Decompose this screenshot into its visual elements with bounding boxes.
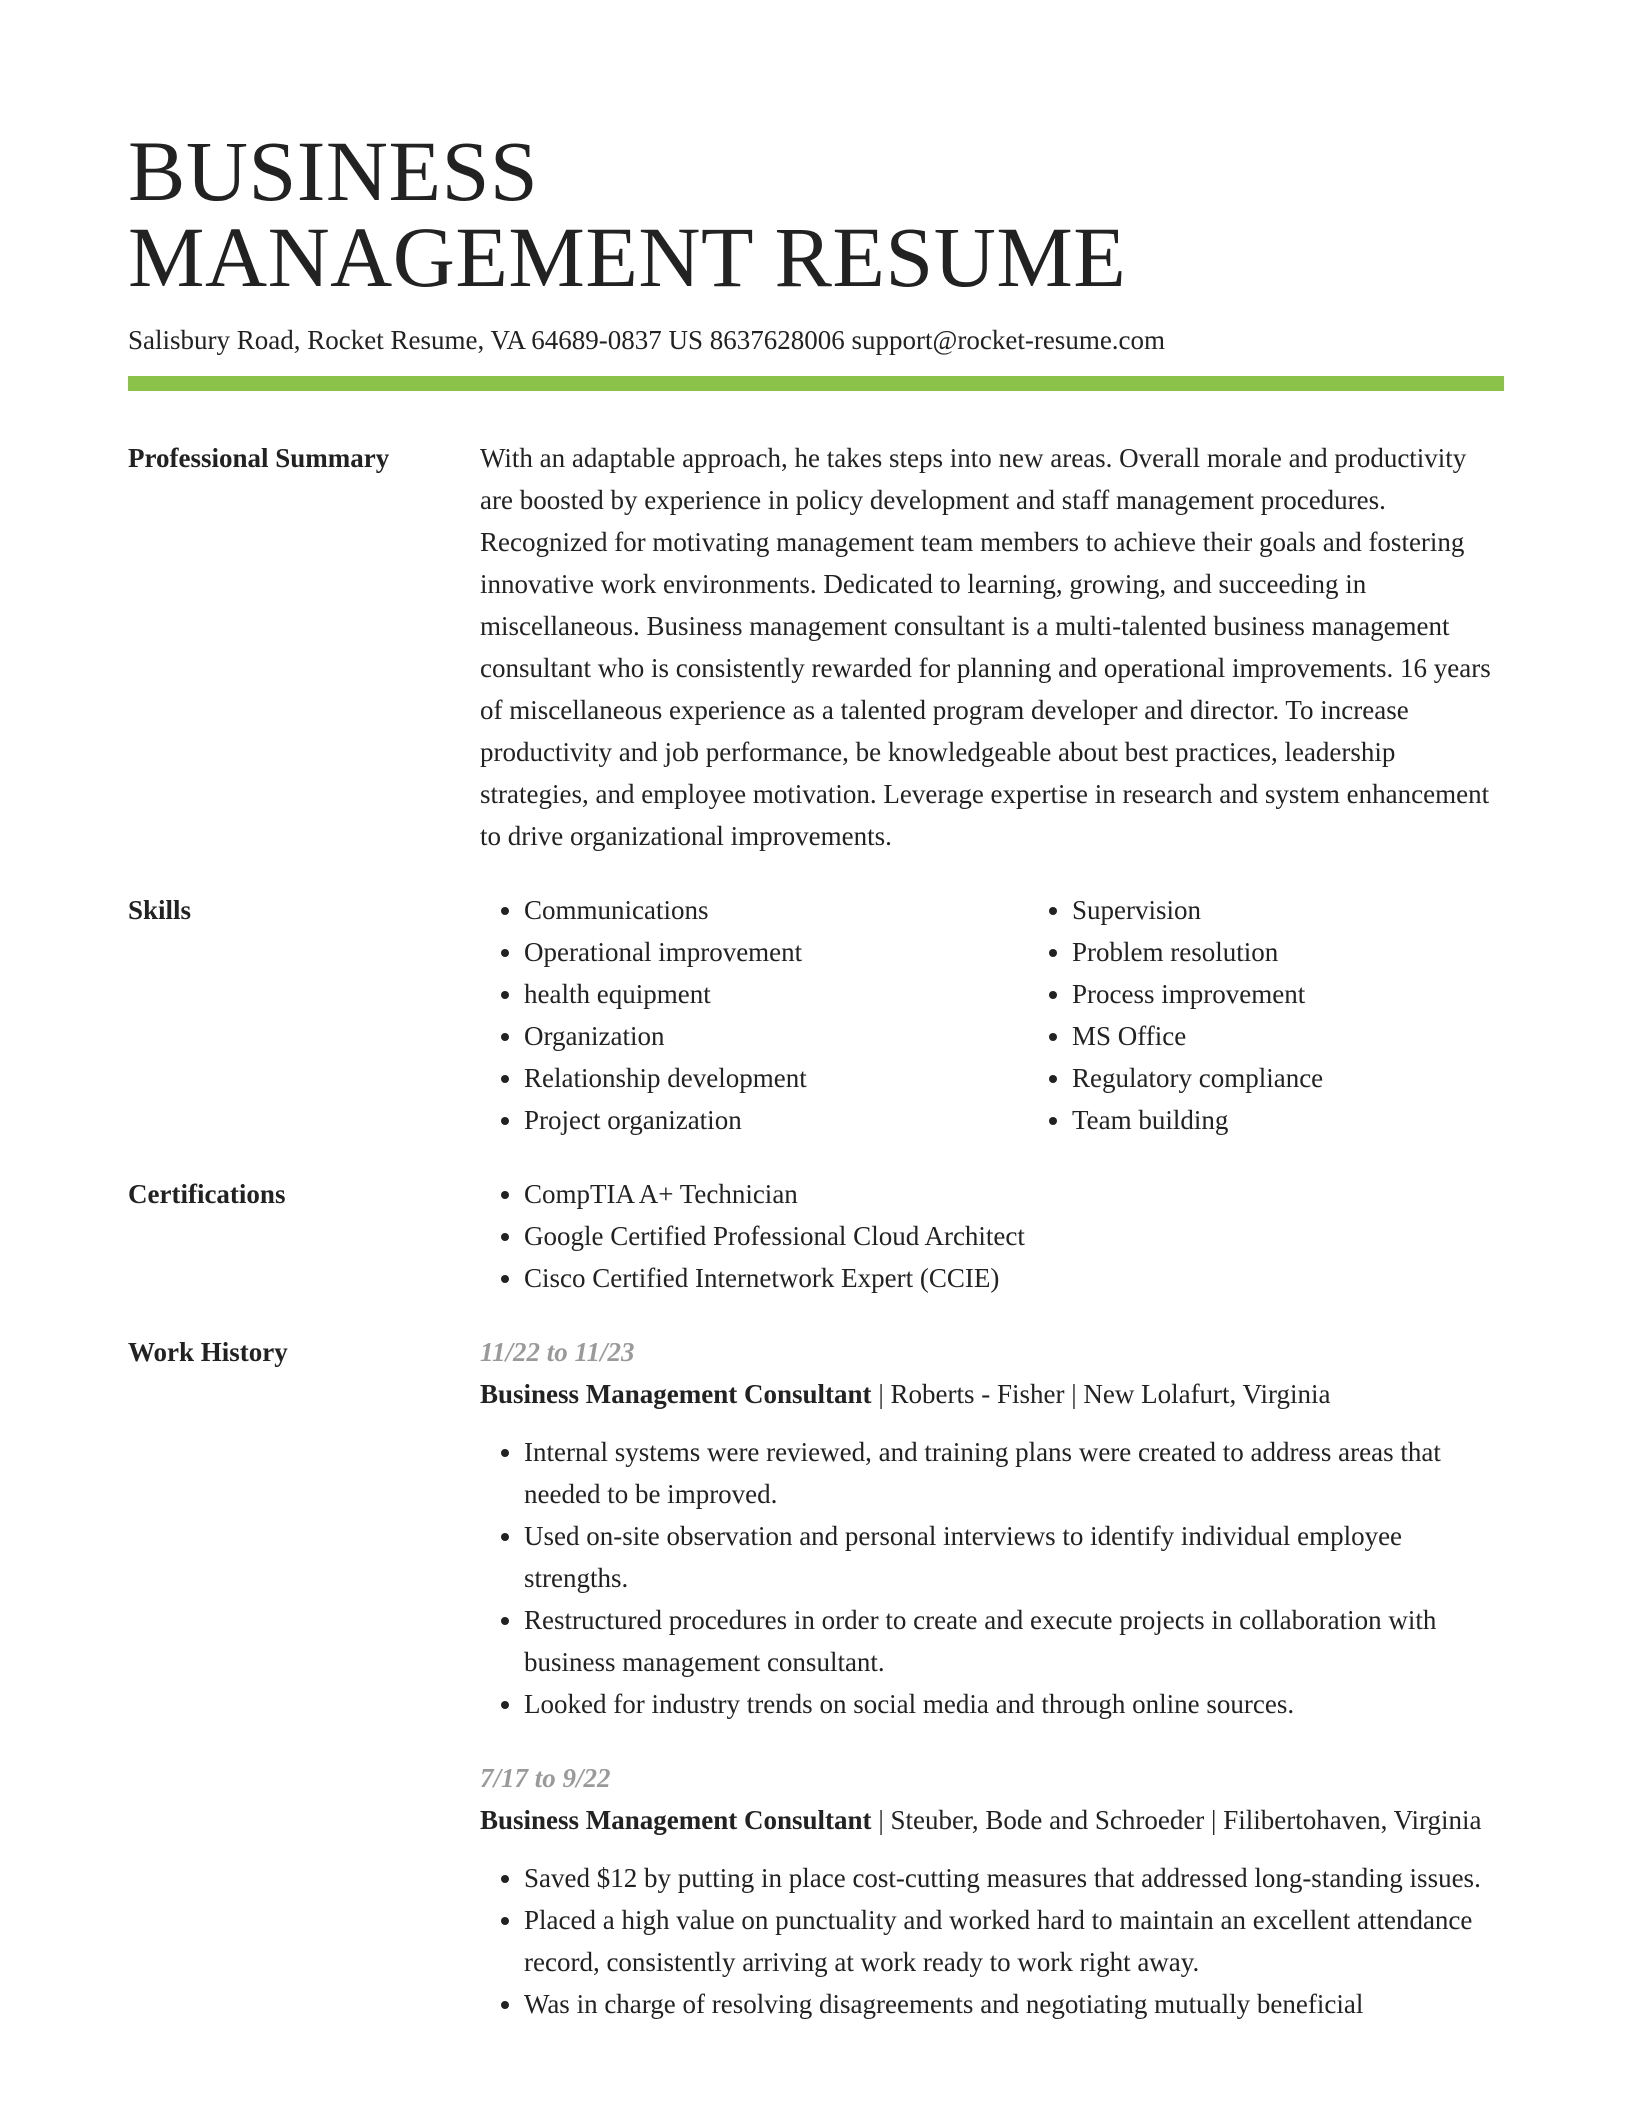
job-dates: 11/22 to 11/23 [480, 1337, 635, 1367]
job-bullet: • Placed a high value on punctuality and worked hard to maintain an excellent attendance record, consistently arriving at work ready to work right away. [524, 1899, 1504, 1983]
title-line-1: BUSINESS [128, 123, 539, 219]
skill-item: • Project organization [524, 1099, 1028, 1141]
job-entry [480, 1331, 1504, 1725]
work-history-section [128, 1331, 1504, 2025]
summary-section [128, 437, 1504, 857]
skills-column-1 [480, 889, 1028, 1141]
skill-item: • Process improvement [1072, 973, 1576, 1015]
skill-item: • health equipment [524, 973, 1028, 1015]
skill-item: • MS Office [1072, 1015, 1576, 1057]
work-history-body [480, 1331, 1504, 2025]
job-details: | Roberts - Fisher | New Lolafurt, Virginia [871, 1379, 1331, 1409]
resume-page [128, 0, 1504, 2025]
resume-title [128, 0, 1504, 305]
job-header [480, 1799, 1504, 1841]
skill-item: • Organization [524, 1015, 1028, 1057]
skill-item: • Regulatory compliance [1072, 1057, 1576, 1099]
job-bullet: • Used on-site observation and personal interviews to identify individual employee strengths. [524, 1515, 1504, 1599]
job-title: Business Management Consultant [480, 1379, 872, 1409]
job-bullet: • Internal systems were reviewed, and training plans were created to address areas that needed to be improved. [524, 1431, 1504, 1515]
skill-item: • Communications [524, 889, 1028, 931]
job-bullet: • Saved $12 by putting in place cost-cutting measures that addressed long-standing issues. [524, 1857, 1504, 1899]
skills-section [128, 889, 1504, 1141]
job-bullet: • Restructured procedures in order to create and execute projects in collaboration with business management consultant. [524, 1599, 1504, 1683]
job-bullets [480, 1857, 1504, 2025]
certification-item: • Google Certified Professional Cloud Architect [524, 1215, 1504, 1257]
contact-email: support@rocket-resume.com [851, 325, 1166, 355]
job-header [480, 1373, 1504, 1415]
certifications-body [480, 1173, 1504, 1299]
job-title: Business Management Consultant [480, 1805, 872, 1835]
job-details: | Steuber, Bode and Schroeder | Filibertohaven, Virginia [871, 1805, 1482, 1835]
skills-column-2 [1028, 889, 1576, 1141]
accent-divider [128, 376, 1504, 391]
contact-line [128, 322, 1504, 358]
skill-item: • Team building [1072, 1099, 1576, 1141]
work-history-heading: Work History [128, 1337, 288, 1367]
job-bullets [480, 1431, 1504, 1725]
skills-grid [480, 889, 1576, 1141]
contact-address: Salisbury Road, Rocket Resume, VA 64689-0837 US [128, 325, 710, 355]
skill-item: • Problem resolution [1072, 931, 1576, 973]
skill-item: • Relationship development [524, 1057, 1028, 1099]
title-line-2: MANAGEMENT RESUME [128, 209, 1127, 305]
contact-phone: 8637628006 [709, 325, 852, 355]
job-dates: 7/17 to 9/22 [480, 1763, 611, 1793]
certifications-section [128, 1173, 1504, 1299]
skill-item: • Supervision [1072, 889, 1576, 931]
skill-item: • Operational improvement [524, 931, 1028, 973]
job-bullet: • Looked for industry trends on social media and through online sources. [524, 1683, 1504, 1725]
job-entry [480, 1757, 1504, 2025]
summary-heading: Professional Summary [128, 443, 390, 473]
certification-item: • CompTIA A+ Technician [524, 1173, 1504, 1215]
job-bullet: • Was in charge of resolving disagreements and negotiating mutually beneficial [524, 1983, 1504, 2025]
certifications-list [480, 1173, 1504, 1299]
certifications-heading: Certifications [128, 1179, 286, 1209]
certification-item: • Cisco Certified Internetwork Expert (CCIE) [524, 1257, 1504, 1299]
summary-text: With an adaptable approach, he takes steps into new areas. Overall morale and productivity are boosted by experience in policy development and staff management procedures. Recognized for motivating management team members to achieve their goals and fostering innovative work environments. Dedicated to learning, growing, and succeeding in miscellaneous. Business management consultant is a multi-talented business management consultant who is consistently rewarded for planning and operational improvements. 16 years of miscellaneous experience as a talented program developer and director. To increase productivity and job performance, be knowledgeable about best practices, leadership strategies, and employee motivation. Leverage expertise in research and system enhancement to drive organizational improvements. [480, 443, 1491, 851]
skills-heading: Skills [128, 895, 192, 925]
